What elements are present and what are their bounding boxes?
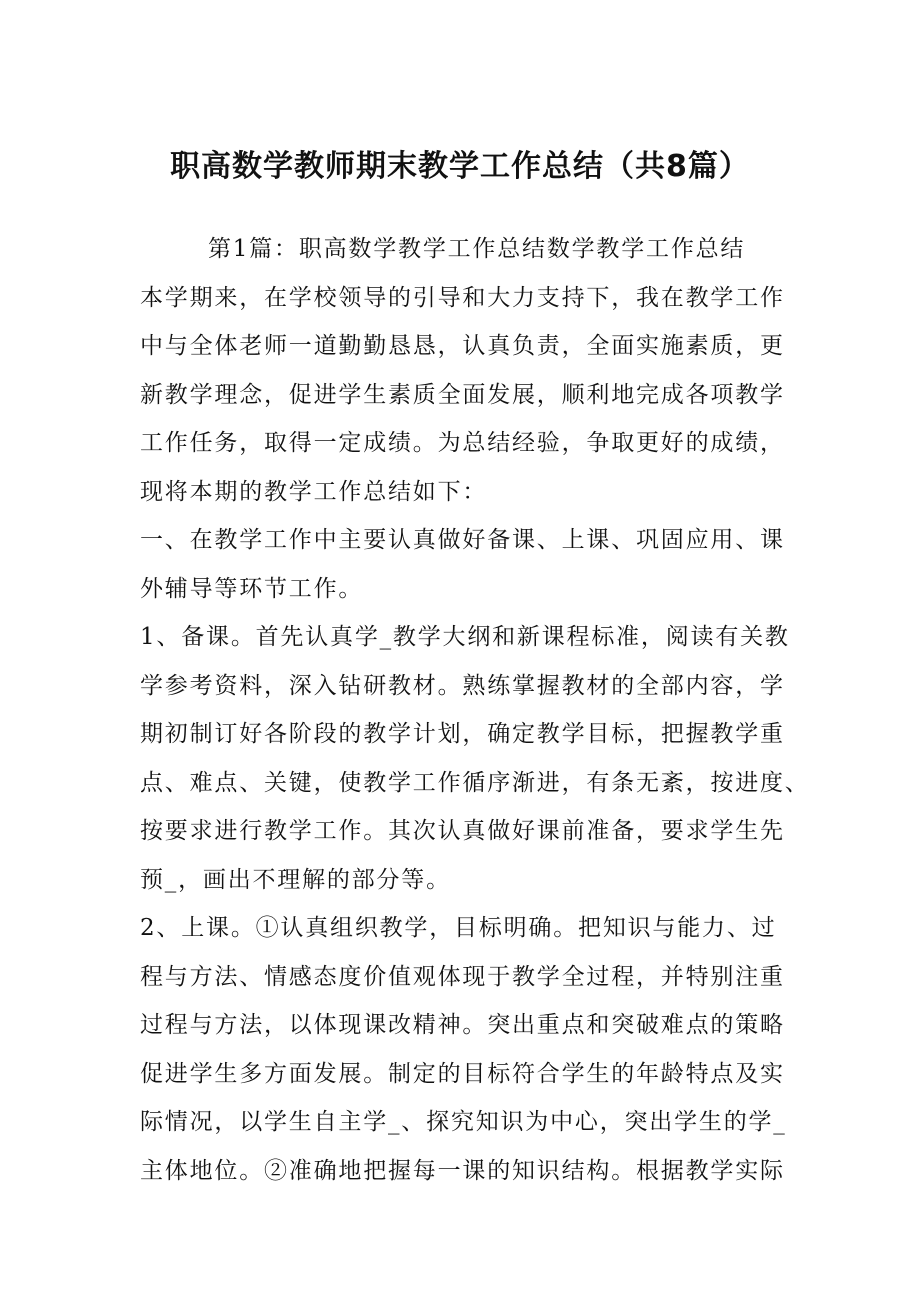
paragraph-line: 促进学生多方面发展。制定的目标符合学生的年龄特点及实 <box>140 1060 785 1087</box>
paragraph-line: 现将本期的教学工作总结如下： <box>140 478 488 505</box>
paragraph-line: 工作任务，取得一定成绩。为总结经验，争取更好的成绩， <box>140 430 785 456</box>
paragraph-line: 2、上课。①认真组织教学，目标明确。把知识与能力、过 <box>140 915 777 941</box>
paragraph-line: 际情况，以学生自主学_、探究知识为中心，突出学生的学_ <box>140 1109 787 1135</box>
document-body <box>140 225 810 1195</box>
paragraph-line: 一、在教学工作中主要认真做好备课、上课、巩固应用、课 <box>140 527 785 553</box>
section-heading: 第1篇：职高数学教学工作总结数学教学工作总结 <box>208 236 746 262</box>
paragraph-line: 本学期来，在学校领导的引导和大力支持下，我在教学工作 <box>140 284 785 311</box>
paragraph-line: 外辅导等环节工作。 <box>140 575 364 602</box>
paragraph-line: 中与全体老师一道勤勤恳恳，认真负责，全面实施素质，更 <box>140 333 785 359</box>
paragraph-line: 预_，画出不理解的部分等。 <box>140 866 451 893</box>
paragraph-line: 学参考资料，深入钻研教材。熟练掌握教材的全部内容，学 <box>140 672 785 699</box>
paragraph-line: 期初制订好各阶段的教学计划，确定教学目标，把握教学重 <box>140 721 785 747</box>
paragraph-line: 新教学理念，促进学生素质全面发展，顺利地完成各项教学 <box>140 381 785 408</box>
paragraph-line: 程与方法、情感态度价值观体现于教学全过程，并特别注重 <box>140 963 785 990</box>
paragraph-line: 点、难点、关键，使教学工作循序渐进，有条无紊，按进度、 <box>140 769 810 796</box>
paragraph-line: 过程与方法，以体现课改精神。突出重点和突破难点的策略 <box>140 1012 785 1038</box>
document-title: 职高数学教师期末教学工作总结（共8篇） <box>170 149 750 184</box>
paragraph-line: 1、备课。首先认真学_教学大纲和新课程标准，阅读有关教 <box>140 624 790 650</box>
paragraph-line: 主体地位。②准确地把握每一课的知识结构。根据教学实际 <box>140 1157 785 1184</box>
paragraph-line: 按要求进行教学工作。其次认真做好课前准备，要求学生先 <box>140 818 785 844</box>
